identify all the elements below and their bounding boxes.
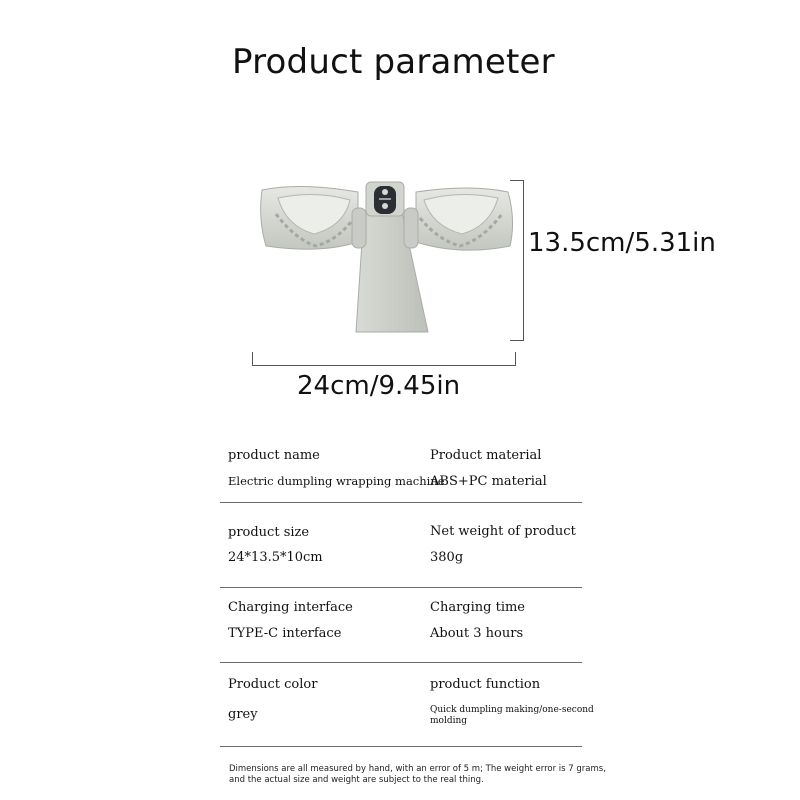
height-dimension-line (510, 180, 524, 341)
row-divider (220, 502, 582, 503)
spec-label: product size (228, 525, 310, 540)
product-image (240, 170, 540, 370)
spec-value: 380g (430, 550, 464, 565)
spec-value: Electric dumpling wrapping machine (228, 474, 445, 488)
page-title: Product parameter (232, 42, 555, 82)
height-label: 13.5cm/5.31in (528, 228, 716, 258)
spec-value: Quick dumpling making/one-second molding (430, 705, 594, 726)
spec-value: TYPE-C interface (228, 626, 342, 641)
spec-label: Product material (430, 448, 542, 463)
spec-value: ABS+PC material (430, 474, 547, 489)
row-divider (220, 746, 582, 747)
width-dimension-line (252, 352, 516, 366)
spec-value: grey (228, 707, 258, 722)
spec-label: Product color (228, 677, 318, 692)
spec-label: Net weight of product (430, 524, 576, 539)
spec-label: product function (430, 677, 541, 692)
spec-label: product name (228, 448, 320, 463)
footnote: Dimensions are all measured by hand, with an error of 5 m; The weight error is 7 grams, and the actual size and weight are subject to the real thing. (229, 764, 606, 785)
spec-label: Charging interface (228, 600, 353, 615)
row-divider (220, 662, 582, 663)
spec-value: About 3 hours (430, 626, 524, 641)
spec-value: 24*13.5*10cm (228, 550, 323, 565)
width-label: 24cm/9.45in (297, 371, 461, 401)
row-divider (220, 587, 582, 588)
spec-label: Charging time (430, 600, 525, 615)
